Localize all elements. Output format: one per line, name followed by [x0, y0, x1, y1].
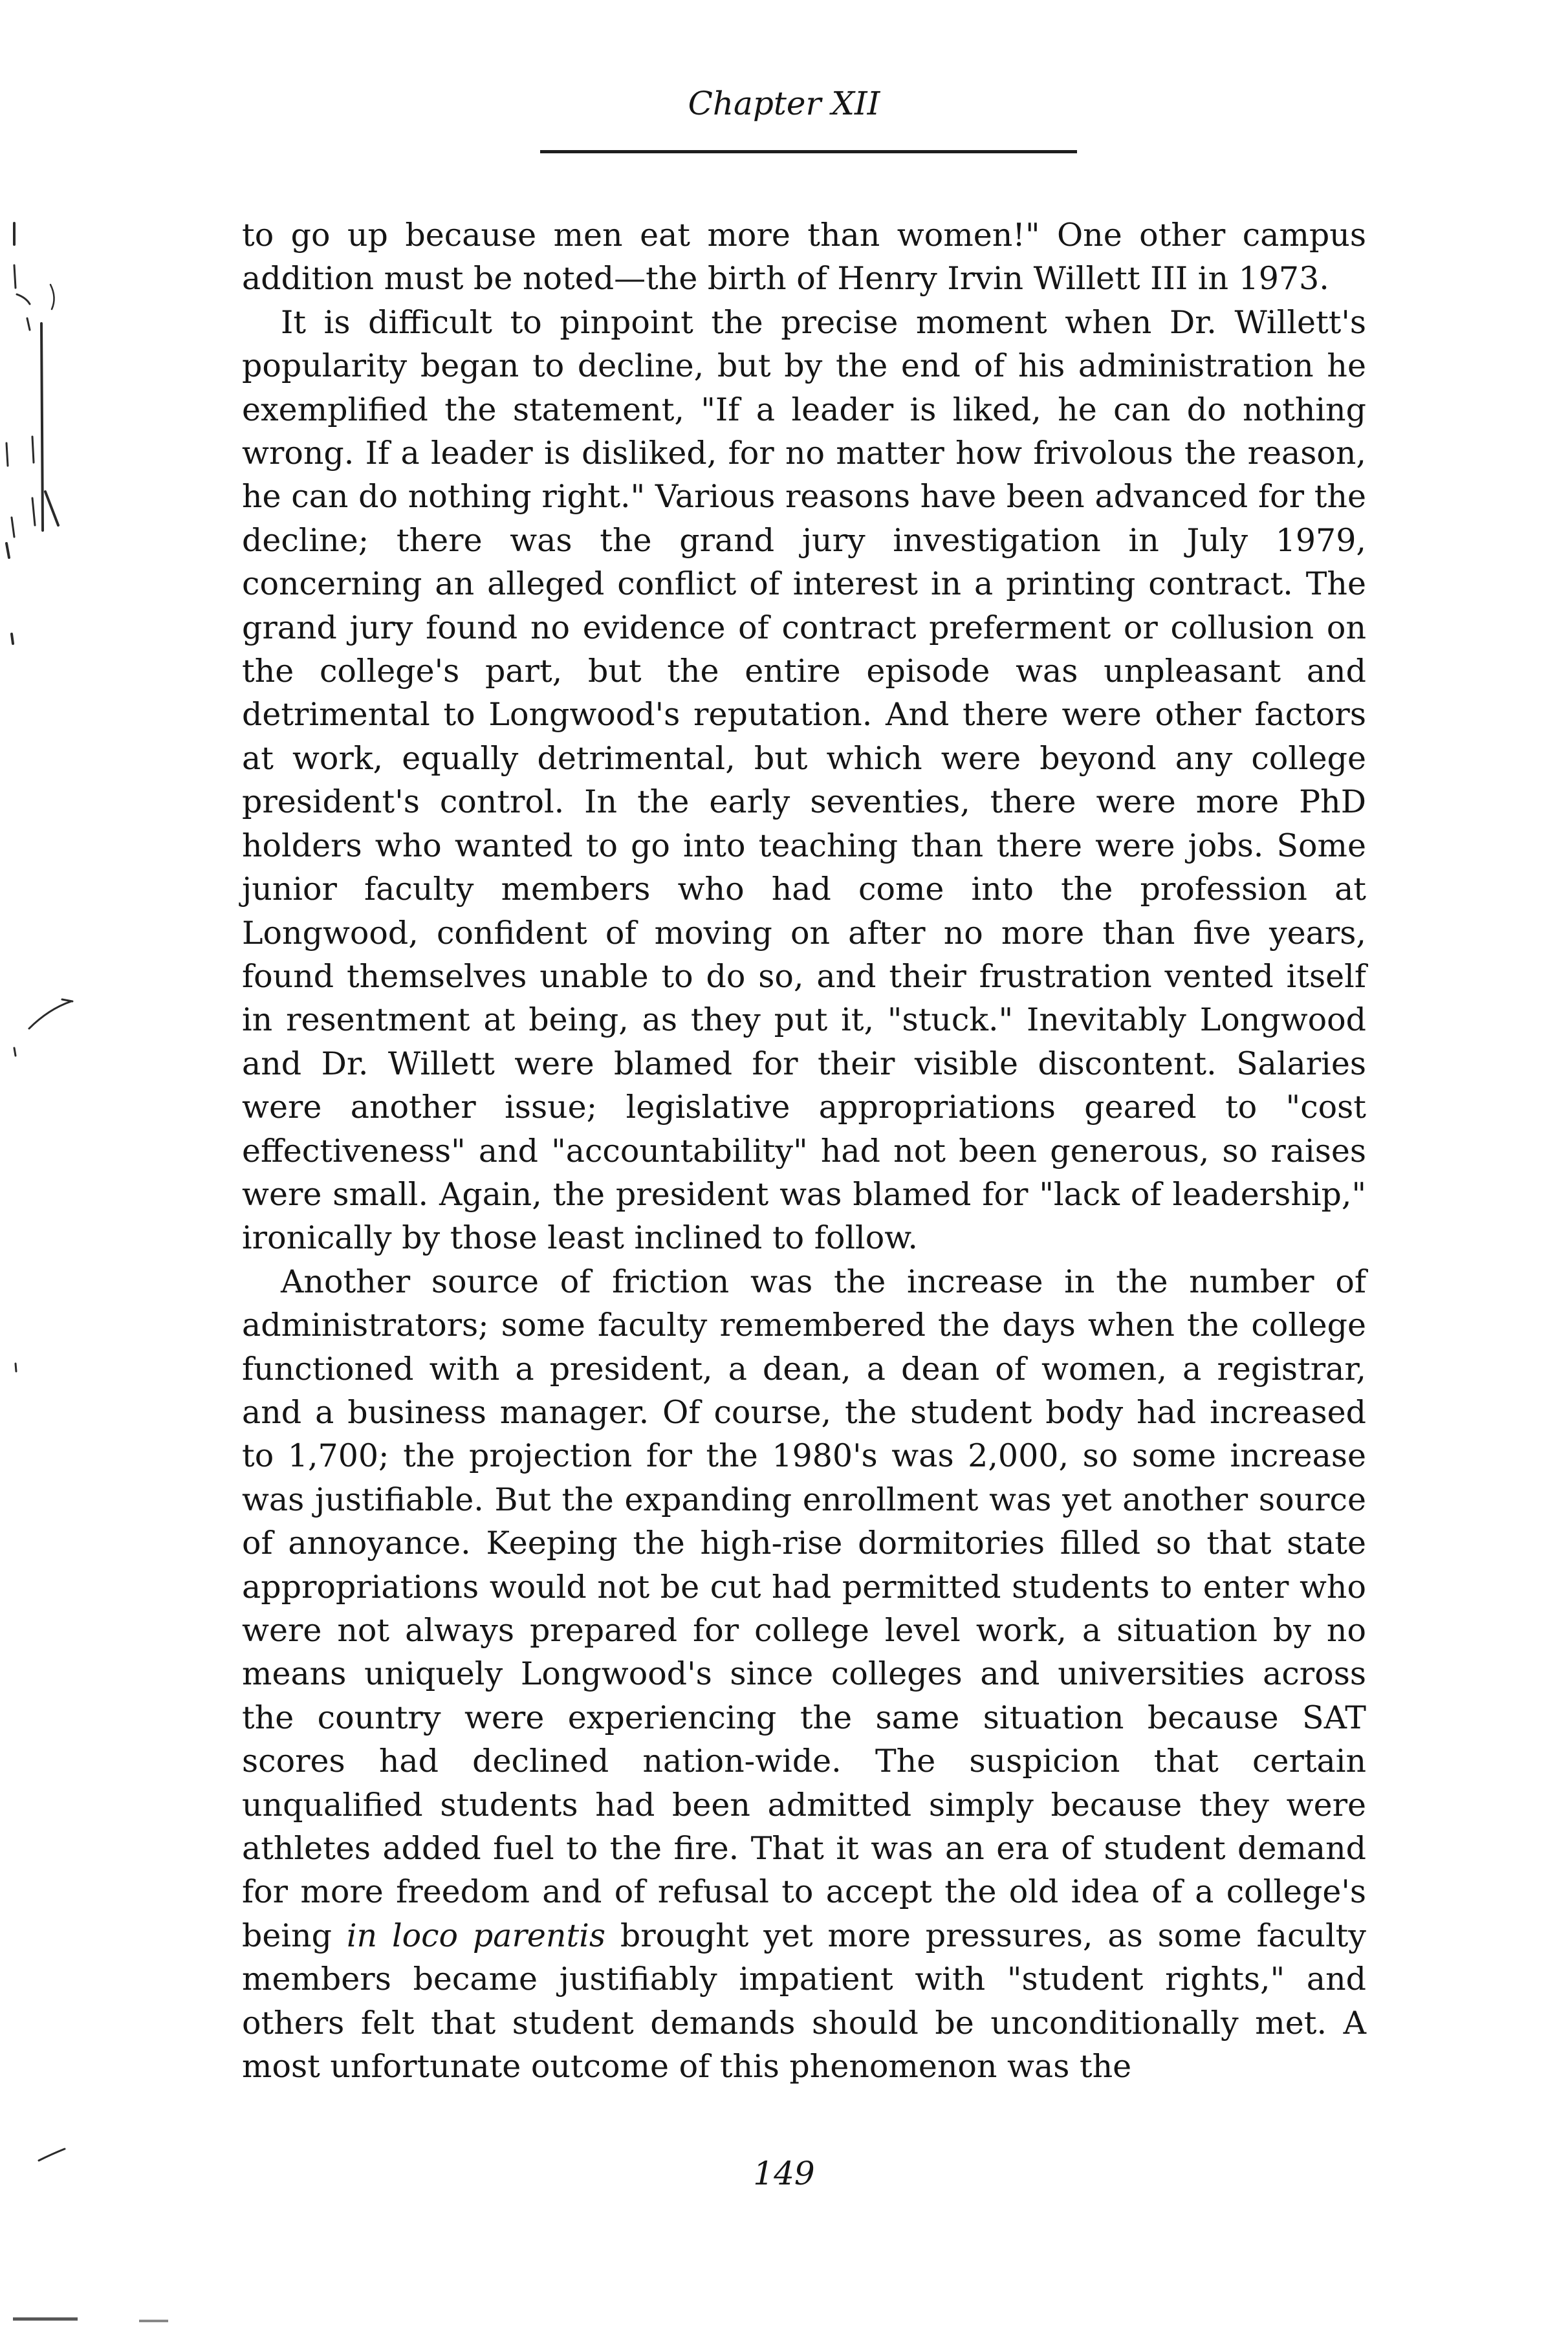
paragraph-popularity-decline: It is difficult to pinpoint the precise moment when Dr. Willett's popularity began to decline, but by the end of his administration he exemplified the statement, "If a leader is liked, he can do nothing wrong. If a leader is disliked, for no matter how frivolous the reason, he can do nothing right." Various reasons have been advanced for the decline; there was the grand jury investigation in July 1979, concerning an alleged conflict of interest in a printing contract. The grand jury found no evidence of contract preferment or collusion on the college's part, but the entire episode was unpleasant and detrimental to Longwood's reputation. And there were other factors at work, equally detrimental, but which were beyond any college president's control. In the early seventies, there were more PhD holders who wanted to go into teaching than there were jobs. Some junior faculty members who had come into the profession at Longwood, confident of moving on after no more than five years, found themselves unable to do so, and their frustration vented itself in resentment at being, as they put it, "stuck." Inevitably Longwood and Dr. Willett were blamed for their visible discontent. Salaries were another issue; legislative appropriations geared to "cost effectiveness" and "accountability" had not been generous, so raises were small. Again, the president was blamed for "lack of leadership," ironically by those least inclined to follow. — [242, 303, 1366, 1257]
margin-pencil-marks — [6, 223, 72, 2161]
page-number: 149 — [753, 2155, 815, 2192]
latin-phrase: in loco parentis — [346, 1917, 606, 1954]
paragraph-friction-text-end: brought yet more pressures, as some faculty members became justifiably impatient with "student rights," and others felt that student demands should be unconditionally met. A most unfortunate outcome of this phenomenon was the — [242, 1917, 1366, 2085]
paragraph-friction-text: Another source of friction was the increase in the number of administrators; some faculty remembered the days when the college functioned with a president, a dean, a dean of women, a registrar, and a business manager. Of course, the student body had increased to 1,700; the projection for the 1980's was 2,000, so some increase was justifiable. But the expanding enrollment was yet another source of annoyance. Keeping the high-rise dormitories filled so that state appropriations would not be cut had permitted students to enter who were not always prepared for college level work, a situation by no means uniquely Longwood's since colleges and universities across the country were experiencing the same situation because SAT scores had declined nation-wide. The suspicion that certain unqualified students had been admitted simply because they were athletes added fuel to the fire. That it was an era of student demand for more freedom and of refusal to accept the old idea of a college's being — [242, 1263, 1366, 1954]
chapter-heading: Chapter XII — [688, 85, 880, 122]
paragraph-continuation: to go up because men eat more than women!" One other campus addition must be noted—the birth of Henry Irvin Willett III in 1973. — [242, 217, 1366, 298]
page-bottom-edge — [13, 2319, 168, 2321]
